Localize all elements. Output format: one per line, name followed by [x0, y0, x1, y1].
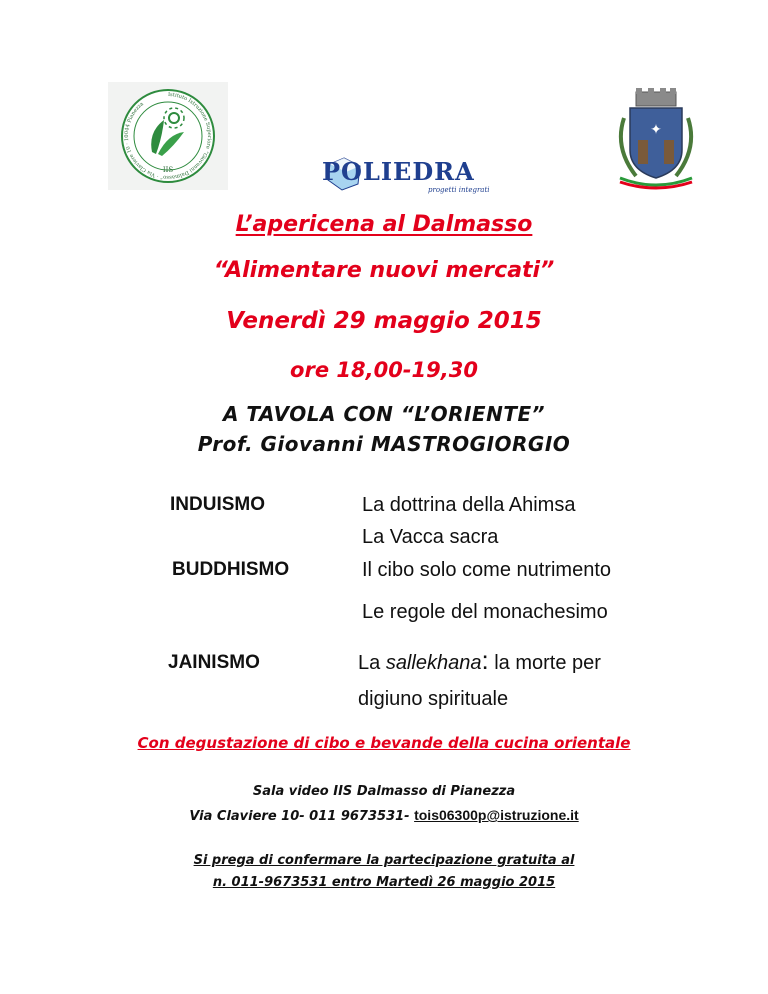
logo-ring-text: Istituto Istruzione Superiore “Giovanni Dalmasso” · Via Claviere 10 · 10044 Pianezza	[123, 91, 212, 181]
event-date: Venerdì 29 maggio 2015	[226, 308, 542, 334]
iis-dalmasso-logo	[108, 82, 228, 190]
rsvp-line-1: Si prega di confermare la partecipazione gratuita al	[193, 853, 575, 868]
logo-initials: IIS	[162, 166, 174, 174]
religion-induismo: INDUISMO	[170, 494, 265, 515]
topic-sallekhana-pre: La	[358, 652, 386, 674]
topic-sallekhana-post: la morte per	[488, 652, 601, 674]
event-theme: A TAVOLA CON “L’ORIENTE”	[222, 402, 546, 426]
topic-monachesimo: Le regole del monachesimo	[362, 601, 608, 623]
topic-sallekhana-colon: :	[481, 645, 489, 675]
address-text: Via Claviere 10- 011 9673531-	[189, 809, 415, 824]
event-subtitle: “Alimentare nuovi mercati”	[213, 258, 555, 283]
event-time: ore 18,00-19,30	[290, 358, 478, 382]
venue-line: Sala video IIS Dalmasso di Pianezza	[252, 784, 516, 799]
rsvp-line-2: n. 011-9673531 entro Martedì 26 maggio 2015	[212, 875, 556, 890]
tasting-note: Con degustazione di cibo e bevande della cucina orientale	[137, 734, 631, 752]
religion-jainismo: JAINISMO	[168, 652, 260, 673]
coat-of-arms-emblem	[606, 88, 706, 190]
topic-vacca-sacra: La Vacca sacra	[362, 526, 499, 548]
email-link[interactable]: tois06300p@istruzione.it	[414, 807, 579, 823]
address-line	[0, 807, 768, 824]
poliedra-logo	[318, 152, 494, 196]
svg-text:✦: ✦	[650, 122, 662, 138]
topic-sallekhana-term: sallekhana	[385, 652, 482, 674]
event-title: L’apericena al Dalmasso	[235, 212, 533, 237]
event-speaker: Prof. Giovanni MASTROGIORGIO	[197, 432, 571, 456]
topic-digiuno: digiuno spirituale	[358, 688, 509, 710]
topic-ahimsa: La dottrina della Ahimsa	[362, 494, 576, 516]
topic-cibo-nutrimento: Il cibo solo come nutrimento	[362, 559, 612, 581]
religion-buddhismo: BUDDHISMO	[172, 559, 290, 580]
topic-sallekhana	[358, 645, 601, 675]
poliedra-wordmark: POLIEDRA	[322, 157, 475, 186]
poliedra-tagline: progetti integrati	[428, 186, 490, 194]
